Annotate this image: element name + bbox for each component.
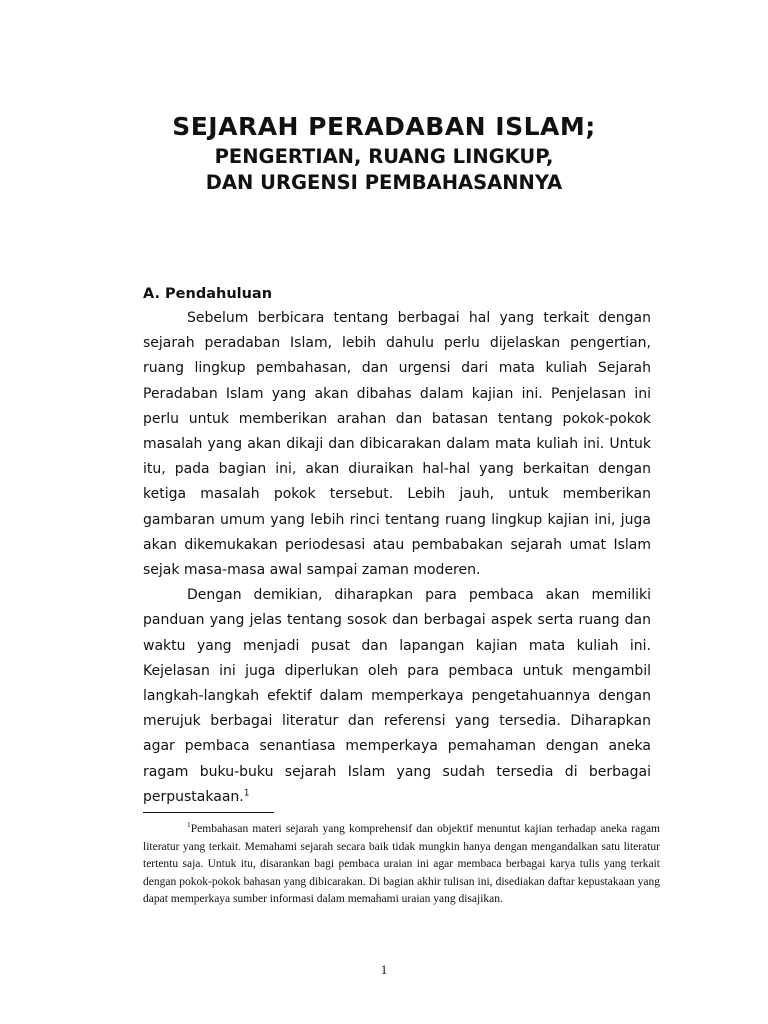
- section-heading: A. Pendahuluan: [143, 286, 273, 302]
- footnote-text: Pembahasan materi sejarah yang komprehensif dan objektif menuntut kajian terhadap aneka ragam literatur yang terkait. Memahami sejarah secara baik tidak mungkin hanya dengan mengandalkan satu literatur tertentu saja. Untuk itu, disarankan bagi pembaca uraian ini agar membaca berbagai karya tulis yang terkait dengan pokok-pokok bahasan yang dibicarakan. Di bagian akhir tulisan ini, disediakan daftar kepustakaan yang dapat memperkaya sumber informasi dalam memahami uraian yang disajikan.: [143, 823, 660, 905]
- paragraph-1: Sebelum berbicara tentang berbagai hal yang terkait dengan sejarah peradaban Islam, lebih dahulu perlu dijelaskan pengertian, ruang lingkup pembahasan, dan urgensi dari mata kuliah Sejarah Peradaban Islam yang akan dibahas dalam kajian ini. Penjelasan ini perlu untuk memberikan arahan dan batasan tentang pokok-pokok masalah yang akan dikaji dan dibicarakan dalam mata kuliah ini. Untuk itu, pada bagian ini, akan diuraikan hal-hal yang berkaitan dengan ketiga masalah pokok tersebut. Lebih jauh, untuk memberikan gambaran umum yang lebih rinci tentang ruang lingkup kajian ini, juga akan dikemukakan periodesasi atau pembabakan sejarah umat Islam sejak masa-masa awal sampai zaman moderen.: [143, 310, 651, 579]
- footnote-separator: [143, 812, 274, 813]
- title-block: [0, 110, 768, 196]
- paragraph-2-text: Dengan demikian, diharapkan para pembaca akan memiliki panduan yang jelas tentang sosok dan berbagai aspek serta ruang dan waktu yang menjadi pusat dan lapangan kajian mata kuliah ini. Kejelasan ini juga diperlukan oleh para pembaca untuk mengambil langkah-langkah efektif dalam memperkaya pengetahuannya dengan merujuk berbagai literatur dan referensi yang tersedia. Diharapkan agar pembaca senantiasa memperkaya pemahaman dengan aneka ragam buku-buku sejarah Islam yang sudah tersedia di berbagai perpustakaan.: [143, 587, 651, 805]
- footnote: [143, 821, 660, 909]
- paragraph-2: [143, 583, 651, 810]
- subtitle-line-1: PENGERTIAN, RUANG LINGKUP,: [214, 145, 554, 168]
- page-title: SEJARAH PERADABAN ISLAM;: [172, 112, 596, 141]
- footnote-reference[interactable]: 1: [243, 788, 250, 799]
- body-text: [143, 306, 651, 810]
- page-number: 1: [380, 962, 388, 977]
- subtitle-line-2: DAN URGENSI PEMBAHASANNYA: [205, 171, 563, 194]
- footnote-marker: 1: [187, 820, 191, 830]
